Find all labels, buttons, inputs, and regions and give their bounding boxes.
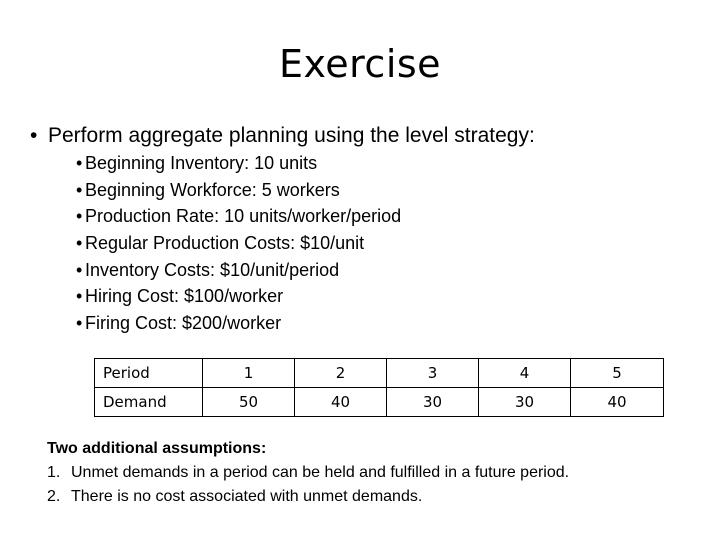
row-label-demand: Demand xyxy=(95,388,203,417)
list-item-text: Beginning Workforce: 5 workers xyxy=(85,179,340,200)
slide-title: Exercise xyxy=(278,42,442,86)
row-label-period: Period xyxy=(95,359,203,388)
bullet-dot: • xyxy=(30,124,38,147)
bullet-dot: • xyxy=(76,286,83,307)
table-cell: 30 xyxy=(387,388,479,417)
table-cell: 2 xyxy=(295,359,387,388)
item-text: Unmet demands in a period can be held and fulfilled in a future period. xyxy=(71,464,570,481)
sub-bullet-list xyxy=(76,150,636,337)
table-row xyxy=(95,359,664,388)
list-item-text: Beginning Inventory: 10 units xyxy=(85,153,318,173)
list-item-text: Hiring Cost: $100/worker xyxy=(85,286,284,307)
bullet-dot: • xyxy=(76,313,83,334)
list-item xyxy=(47,461,707,485)
bullet-dot: • xyxy=(76,233,83,254)
list-item-text: Production Rate: 10 units/worker/period xyxy=(85,206,402,227)
table-cell: 40 xyxy=(295,388,387,417)
main-bullet-text: Perform aggregate planning using the level strategy: xyxy=(48,124,535,147)
item-number: 1. xyxy=(47,464,61,481)
list-item xyxy=(76,283,636,310)
assumptions-heading: Two additional assumptions: xyxy=(47,440,267,457)
table-cell: 30 xyxy=(479,388,571,417)
table-cell: 40 xyxy=(571,388,664,417)
bullet-dot: • xyxy=(76,179,83,200)
bullet-dot: • xyxy=(76,153,83,173)
list-item-text: Regular Production Costs: $10/unit xyxy=(85,233,365,254)
bullet-dot: • xyxy=(76,206,83,227)
list-item xyxy=(76,203,636,230)
bullet-dot: • xyxy=(76,259,83,280)
list-item xyxy=(76,257,636,284)
list-item xyxy=(76,230,636,257)
item-text: There is no cost associated with unmet demands. xyxy=(71,488,423,505)
table-cell: 1 xyxy=(203,359,295,388)
list-item-text: Firing Cost: $200/worker xyxy=(85,313,282,334)
assumptions-block xyxy=(47,437,707,509)
table-row xyxy=(95,388,664,417)
list-item xyxy=(76,177,636,204)
table-cell: 3 xyxy=(387,359,479,388)
list-item xyxy=(47,485,707,509)
list-item-text: Inventory Costs: $10/unit/period xyxy=(85,259,340,280)
list-item xyxy=(76,310,636,337)
table-cell: 50 xyxy=(203,388,295,417)
main-bullet xyxy=(30,122,710,150)
item-number: 2. xyxy=(47,488,61,505)
table-cell: 4 xyxy=(479,359,571,388)
demand-table xyxy=(94,358,664,417)
table-cell: 5 xyxy=(571,359,664,388)
list-item xyxy=(76,150,636,177)
